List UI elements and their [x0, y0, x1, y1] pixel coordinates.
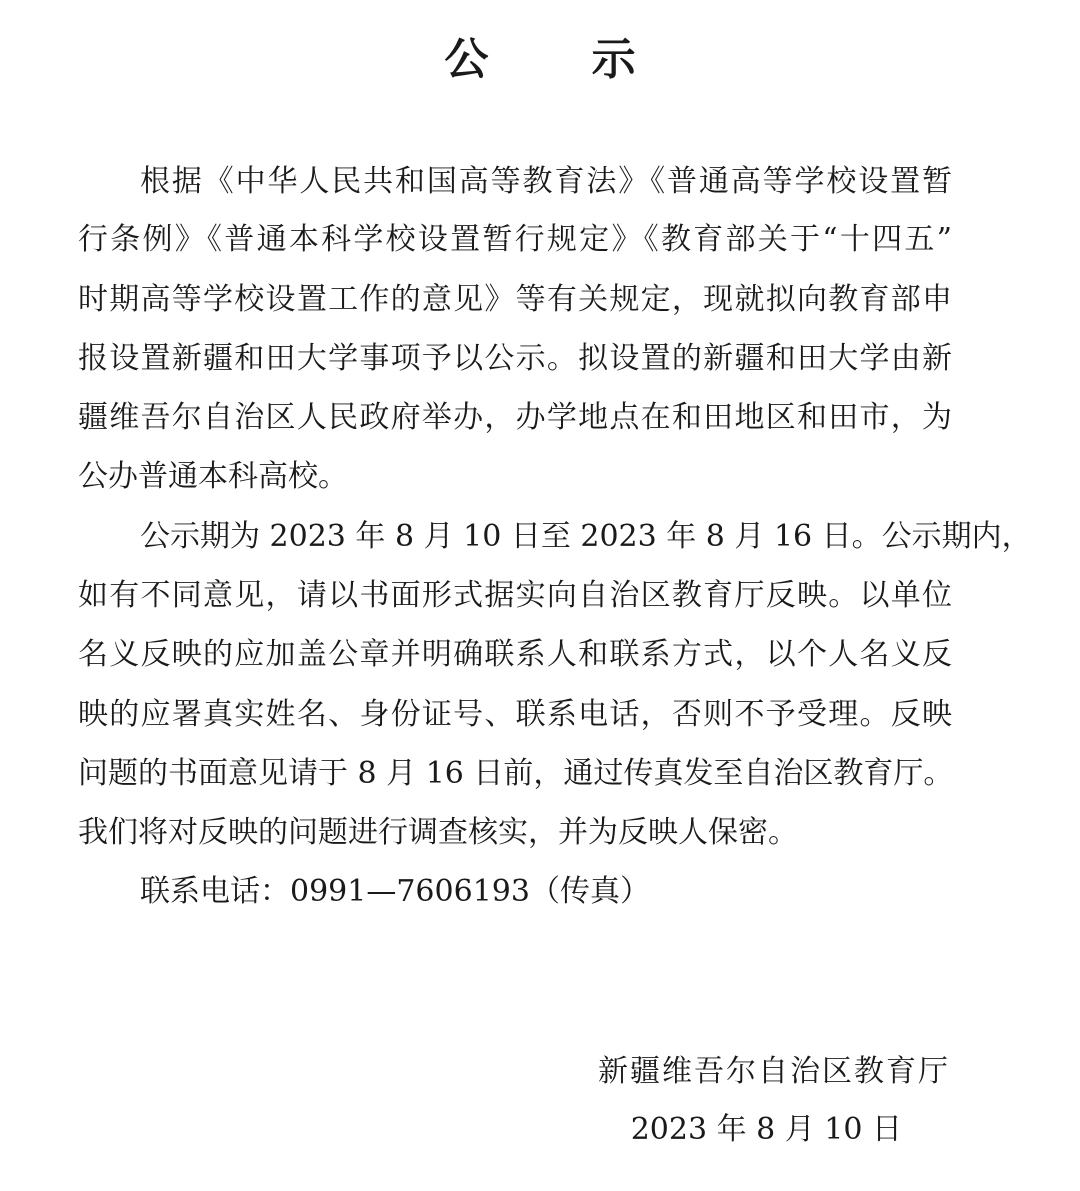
- paragraph-1-line-3: 时期高等学校设置工作的意见》等有关规定，现就拟向教育部申: [78, 282, 952, 317]
- contact-phone: 联系电话：0991—7606193（传真）: [140, 874, 650, 909]
- paragraph-1-line-1: 根据《中华人民共和国高等教育法》《普通高等学校设置暂: [140, 164, 952, 199]
- paragraph-2-line-5: 问题的书面意见请于 8 月 16 日前，通过传真发至自治区教育厅。: [78, 756, 954, 791]
- paragraph-2-line-6: 我们将对反映的问题进行调查核实，并为反映人保密。: [78, 815, 798, 850]
- paragraph-1-line-4: 报设置新疆和田大学事项予以公示。拟设置的新疆和田大学由新: [78, 341, 952, 376]
- paragraph-2-line-2: 如有不同意见，请以书面形式据实向自治区教育厅反映。以单位: [78, 578, 952, 613]
- paragraph-2-line-3: 名义反映的应加盖公章并明确联系人和联系方式，以个人名义反: [78, 637, 952, 672]
- paragraph-1-line-2: 行条例》《普通本科学校设置暂行规定》《教育部关于“十四五”: [78, 222, 952, 257]
- paragraph-2-line-4: 映的应署真实姓名、身份证号、联系电话，否则不予受理。反映: [78, 697, 952, 732]
- document-title: 公 示: [444, 34, 680, 85]
- paragraph-1-line-6: 公办普通本科高校。: [78, 459, 348, 494]
- signature-date: 2023 年 8 月 10 日: [630, 1112, 902, 1147]
- paragraph-2-line-1: 公示期为 2023 年 8 月 10 日至 2023 年 8 月 16 日。公示期内，: [140, 519, 1032, 554]
- signature-organization: 新疆维吾尔自治区教育厅: [598, 1054, 950, 1089]
- paragraph-1-line-5: 疆维吾尔自治区人民政府举办，办学地点在和田地区和田市，为: [78, 400, 952, 435]
